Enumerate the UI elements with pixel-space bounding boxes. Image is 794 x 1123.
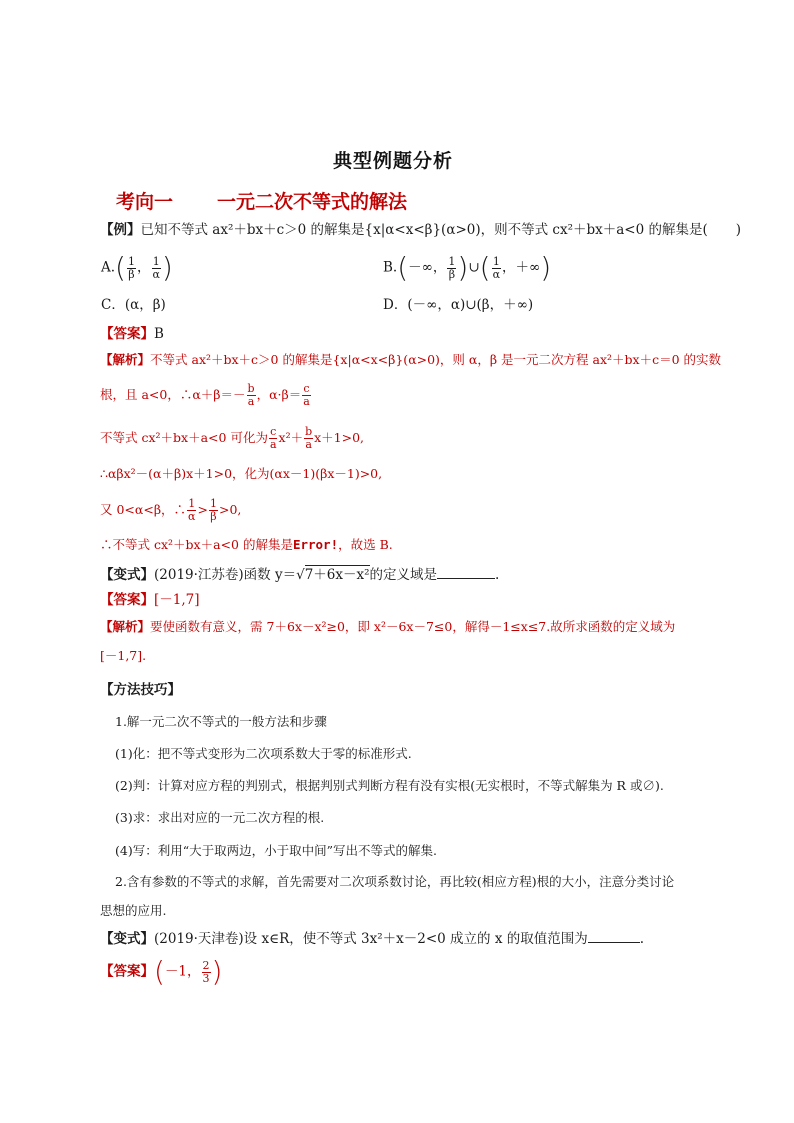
- option-a-label: A.: [101, 259, 116, 276]
- variant1-question: 【变式】(2019·江苏卷)函数 y＝√7＋6x－x²的定义域是 .: [100, 564, 499, 585]
- option-a: A.( $\frac{1}{\beta}$ ， $\frac{1}{\alpha}$ ): [101, 251, 173, 284]
- analysis-line-3: 不等式 cx²＋bx＋a<0 可化为 $\frac{c}{a}$ x²＋ $\frac{b}{a}$ x＋1>0,: [100, 425, 365, 451]
- page-title: 典型例题分析: [333, 150, 454, 172]
- answer-blank[interactable]: [588, 928, 640, 943]
- example-question-text: 已知不等式 ax²＋bx＋c＞0 的解集是{x|α<x<β}(α>0)，则不等式 cx²＋bx＋a<0 的解集是(: [140, 222, 708, 238]
- analysis-tag: 【解析】: [100, 352, 151, 367]
- method-tag: 【方法技巧】: [100, 682, 181, 698]
- method-line-3: (2)判：计算对应方程的判别式，根据判别式判断方程有没有实根(无实根时，不等式解集为 R 或∅).: [115, 778, 664, 793]
- answer-tag: 【答案】: [100, 326, 154, 342]
- method-line-2: (1)化：把不等式变形为二次项系数大于零的标准形式.: [115, 746, 412, 761]
- example-question-end: ): [735, 222, 742, 238]
- analysis-line-4: ∴αβx²－(α＋β)x＋1>0，化为(αx－1)(βx－1)>0,: [100, 466, 383, 481]
- section-heading: [116, 187, 407, 214]
- variant2-answer: 【答案】(－1， $\frac{2}{3}$ ): [100, 955, 223, 988]
- fraction: $\frac{1}{\alpha}$: [492, 254, 501, 281]
- method-line-6: 2.含有参数的不等式的求解，首先需要对二次项系数讨论，再比较(相应方程)根的大小，注意分类讨论: [115, 874, 675, 889]
- analysis-line-2: 根，且 a<0，∴α＋β＝－ $\frac{b}{a}$ ，α·β＝ $\frac{c}{a}$: [100, 382, 310, 408]
- method-line-4: (3)求：求出对应的一元二次方程的根.: [115, 810, 325, 825]
- analysis-line-6: ∴不等式 cx²＋bx＋a<0 的解集是Error!，故选 B.: [100, 537, 393, 552]
- method-line-1: 1.解一元二次不等式的一般方法和步骤: [115, 714, 327, 729]
- answer-value: B: [154, 326, 164, 342]
- fraction: $\frac{1}{\beta}$: [448, 254, 456, 281]
- method-line-7: 思想的应用.: [100, 903, 167, 918]
- section-prefix: 考向一: [116, 191, 174, 213]
- variant1-analysis-2: [－1,7].: [100, 648, 147, 663]
- option-c: C．(α，β): [101, 297, 166, 313]
- variant1-analysis: 【解析】要使函数有意义，需 7＋6x－x²≥0，即 x²－6x－7≤0，解得－1≤x≤7.故所求函数的定义域为: [100, 619, 676, 634]
- fraction: $\frac{1}{\beta}$: [127, 254, 135, 281]
- example-tag: 【例】: [100, 222, 141, 238]
- variant1-answer: 【答案】[－1,7]: [100, 592, 200, 608]
- example-question: [100, 220, 741, 240]
- answer-blank[interactable]: [437, 564, 495, 579]
- variant-tag: 【变式】: [100, 567, 154, 583]
- option-d: D．(－∞，α)∪(β，＋∞): [383, 297, 534, 313]
- example-answer: [100, 324, 164, 344]
- fraction: $\frac{1}{\alpha}$: [152, 254, 160, 281]
- section-title: 一元二次不等式的解法: [217, 191, 408, 213]
- analysis-line-5: 又 0<α<β，∴ $\frac{1}{\alpha}$ > $\frac{1}{\beta}$ >0,: [100, 497, 242, 523]
- variant2-question: 【变式】(2019·天津卷)设 x∈R，使不等式 3x²＋x－2<0 成立的 x 的取值范围为 .: [100, 928, 644, 949]
- method-line-5: (4)写：利用“大于取两边，小于取中间”写出不等式的解集.: [115, 843, 437, 858]
- analysis-line-1: 【解析】不等式 ax²＋bx＋c＞0 的解集是{x|α<x<β}(α>0)，则 α，β 是一元二次方程 ax²＋bx＋c＝0 的实数: [100, 352, 722, 367]
- option-b-label: B.: [383, 259, 398, 276]
- option-b: B.(－∞， $\frac{1}{\beta}$ )∪( $\frac{1}{\alpha}$ ，＋∞): [383, 251, 552, 284]
